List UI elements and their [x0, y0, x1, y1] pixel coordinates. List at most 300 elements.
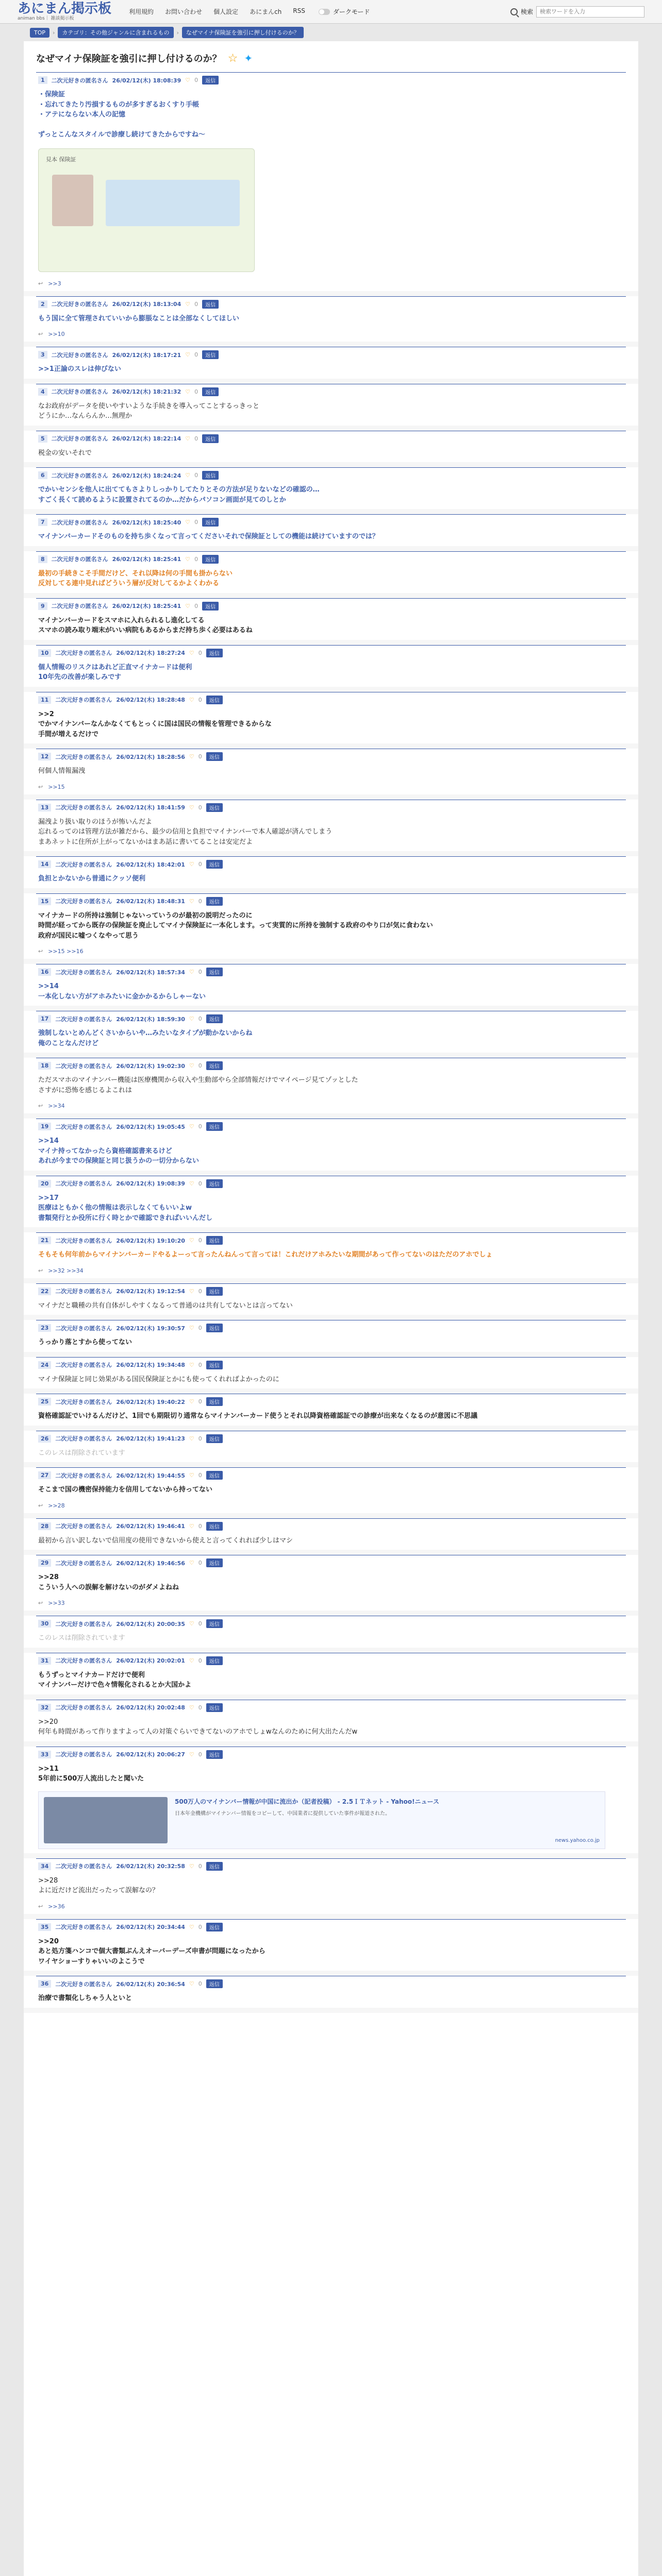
- heart-icon[interactable]: ♡: [185, 435, 191, 442]
- reply-button[interactable]: 返信: [206, 1862, 223, 1871]
- post-separator: [24, 546, 638, 551]
- search-input[interactable]: [536, 6, 644, 18]
- post-time: 26/02/12(木) 18:21:32: [112, 388, 181, 395]
- post-separator: [24, 1550, 638, 1555]
- post-time: 26/02/12(木) 20:06:27: [116, 1751, 185, 1758]
- post-number[interactable]: 19: [38, 1123, 51, 1130]
- poster-name: 二次元好きの匿名さん: [51, 388, 108, 395]
- post-separator: [24, 851, 638, 856]
- post-number[interactable]: 11: [38, 696, 51, 704]
- post-body: そもそも何年前からマイナンバーカードやるよーって言ったんねんって言っては！これだけアホみたいな期間があって作ってないのはただのアホでしょ: [38, 1251, 493, 1259]
- post-number[interactable]: 27: [38, 1471, 51, 1479]
- reply-button[interactable]: 返信: [206, 1324, 223, 1332]
- like-count: 0: [198, 1704, 202, 1711]
- reply-button[interactable]: 返信: [206, 897, 223, 906]
- chevron-right-icon: ›: [53, 29, 55, 36]
- heart-icon[interactable]: ♡: [189, 1123, 194, 1130]
- post-number[interactable]: 4: [38, 388, 47, 396]
- post-number[interactable]: 18: [38, 1062, 51, 1070]
- poster-name: 二次元好きの匿名さん: [55, 1657, 112, 1664]
- post-meta: [38, 1434, 624, 1443]
- reply-button[interactable]: 返信: [206, 649, 223, 657]
- post-meta: [38, 518, 624, 527]
- poster-name: 二次元好きの匿名さん: [55, 804, 112, 811]
- heart-icon[interactable]: ♡: [189, 804, 194, 811]
- star-icon[interactable]: ☆: [227, 52, 238, 65]
- post-footer: [38, 1502, 624, 1509]
- nav-settings[interactable]: 個人設定: [213, 8, 239, 15]
- post-meta: [38, 1179, 624, 1188]
- link-title[interactable]: 500万人のマイナンバー情報が中国に流出か（記者投稿） - 2.5ＩＴネット - Yahoo!ニュース: [175, 1798, 439, 1805]
- reply-button[interactable]: 返信: [206, 1434, 223, 1443]
- reply-button[interactable]: 返信: [202, 434, 219, 443]
- reply-arrow-icon: ↩: [38, 948, 43, 955]
- like-count: 0: [198, 1620, 202, 1627]
- post-number[interactable]: 22: [38, 1287, 51, 1295]
- reply-button[interactable]: 返信: [206, 1397, 223, 1406]
- post-number[interactable]: 9: [38, 602, 47, 610]
- reply-links[interactable]: >>32 >>34: [48, 1267, 84, 1274]
- heart-icon[interactable]: ♡: [189, 753, 194, 760]
- post-body: 治療で書類化しちゃう人といと: [38, 1994, 133, 2002]
- heart-icon[interactable]: ♡: [189, 969, 194, 975]
- post-number[interactable]: 8: [38, 555, 47, 563]
- reply-arrow-icon: ↩: [38, 280, 43, 287]
- heart-icon[interactable]: ♡: [189, 1657, 194, 1664]
- breadcrumb: [0, 24, 662, 41]
- post-time: 26/02/12(木) 18:08:39: [112, 77, 181, 84]
- post-number[interactable]: 20: [38, 1180, 51, 1188]
- heart-icon[interactable]: ♡: [185, 351, 191, 358]
- post-number[interactable]: 15: [38, 897, 51, 905]
- heart-icon[interactable]: ♡: [189, 897, 194, 905]
- like-count: 0: [198, 897, 202, 905]
- post-body: 資格確認証でいけるんだけど、1回でも期限切り通常ならマイナンバーカード使うとそれ以降資格確認証での診療が出来なくなるのが意図に不思議: [38, 1412, 477, 1420]
- poster-name: 二次元好きの匿名さん: [55, 697, 112, 703]
- heart-icon[interactable]: ♡: [189, 1361, 194, 1368]
- poster-name: 二次元好きの匿名さん: [51, 603, 108, 609]
- post-time: 26/02/12(木) 19:34:48: [116, 1362, 185, 1368]
- heart-icon[interactable]: ♡: [189, 1237, 194, 1244]
- post-time: 26/02/12(木) 19:44:55: [116, 1472, 185, 1479]
- post-meta: [38, 1923, 624, 1931]
- post-footer: [38, 1267, 624, 1274]
- reply-button[interactable]: 返信: [206, 1979, 223, 1988]
- post-meta: [38, 1061, 624, 1070]
- reply-button[interactable]: 返信: [206, 1923, 223, 1931]
- breadcrumb-category[interactable]: カテゴリ：その他ジャンルに含まれるもの: [58, 27, 173, 38]
- post-separator: [24, 342, 638, 347]
- post-body: >>28 よに近だけど流出だったって誤解なの？: [38, 1876, 159, 1894]
- toggle-switch[interactable]: [319, 9, 330, 15]
- reply-links[interactable]: >>10: [48, 331, 65, 337]
- like-count: 0: [198, 1361, 202, 1368]
- post-time: 26/02/12(木) 19:08:39: [116, 1180, 185, 1187]
- post: [36, 1357, 626, 1389]
- reply-button[interactable]: 返信: [206, 696, 223, 704]
- reply-button[interactable]: 返信: [206, 803, 223, 812]
- link-preview[interactable]: [38, 1791, 605, 1849]
- dark-mode-toggle[interactable]: [319, 7, 370, 16]
- post-meta: [38, 1558, 624, 1567]
- chevron-right-icon: ›: [176, 29, 179, 36]
- post-body: >>14 マイナ持ってなかったら資格確認書来るけど あれが今までの保険証と同じ扱うかの一切分からない: [38, 1137, 200, 1165]
- heart-icon[interactable]: ♡: [189, 1862, 194, 1870]
- reply-button[interactable]: 返信: [202, 387, 219, 396]
- post-number[interactable]: 21: [38, 1236, 51, 1244]
- post-number[interactable]: 30: [38, 1620, 51, 1628]
- heart-icon[interactable]: ♡: [189, 1287, 194, 1295]
- heart-icon[interactable]: ♡: [185, 77, 191, 83]
- post-meta: [38, 752, 624, 761]
- post-body: >>20 あと処方箋ハンコで個大書類ぶんえオーバーデーズ申書が問題になったから ワイヤショーすりゃいいのよこうで: [38, 1937, 266, 1965]
- logo-subtitle: animan bbs｜ 雑談掲示板: [18, 16, 74, 21]
- like-count: 0: [194, 555, 198, 563]
- post-number[interactable]: 5: [38, 435, 47, 443]
- post-time: 26/02/12(木) 18:28:56: [116, 753, 185, 760]
- post-separator: [24, 1053, 638, 1058]
- heart-icon[interactable]: ♡: [189, 1015, 194, 1022]
- post: [36, 347, 626, 379]
- site-logo[interactable]: [18, 2, 111, 21]
- post-time: 26/02/12(木) 18:17:21: [112, 351, 181, 359]
- poster-name: 二次元好きの匿名さん: [55, 1560, 112, 1567]
- like-count: 0: [198, 1062, 202, 1069]
- poster-name: 二次元好きの匿名さん: [55, 1435, 112, 1442]
- nav-contact[interactable]: お問い合わせ: [165, 8, 203, 15]
- post-time: 26/02/12(木) 18:57:34: [116, 969, 185, 976]
- nav-animan-ch[interactable]: あにまんch: [250, 8, 282, 15]
- post: [36, 856, 626, 888]
- post-separator: [24, 794, 638, 800]
- post-separator: [24, 1694, 638, 1700]
- post-meta: [38, 860, 624, 869]
- like-count: 0: [194, 472, 198, 479]
- heart-icon[interactable]: ♡: [189, 1472, 194, 1479]
- post-list: [36, 72, 626, 2013]
- poster-name: 二次元好きの匿名さん: [55, 1288, 112, 1295]
- heart-icon[interactable]: ♡: [189, 1325, 194, 1331]
- reply-button[interactable]: 返信: [202, 602, 219, 611]
- reply-links[interactable]: >>33: [48, 1600, 65, 1606]
- heart-icon[interactable]: ♡: [185, 519, 191, 526]
- reply-button[interactable]: 返信: [206, 1122, 223, 1131]
- poster-name: 二次元好きの匿名さん: [55, 1325, 112, 1332]
- post-number[interactable]: 10: [38, 649, 51, 657]
- post-time: 26/02/12(木) 20:02:01: [116, 1657, 185, 1664]
- post-body: マイナンバーカードをスマホに入れられるし進化してる スマホの読み取り端末がいい病院もあるからまだ持ち歩く必要はあるね: [38, 616, 253, 634]
- post-number[interactable]: 2: [38, 300, 47, 308]
- post-separator: [24, 687, 638, 692]
- post: [36, 645, 626, 687]
- post-number[interactable]: 16: [38, 968, 51, 976]
- post-separator: [24, 888, 638, 893]
- post: [36, 467, 626, 509]
- post: [36, 1320, 626, 1352]
- heart-icon[interactable]: ♡: [185, 388, 191, 395]
- heart-icon[interactable]: ♡: [189, 1923, 194, 1930]
- post-time: 26/02/12(木) 18:59:30: [116, 1015, 185, 1023]
- post-body: ・保険証 ・忘れてきたり汚損するものが多すぎるおくすり手帳 ・アテにならない本人の記憶 ずっとこんなスタイルで診療し続けてきたからですね〜: [38, 91, 205, 139]
- post-number[interactable]: 7: [38, 518, 47, 526]
- post-time: 26/02/12(木) 18:25:40: [112, 519, 181, 526]
- post: [36, 1700, 626, 1741]
- post-body: マイナンバーカードそのものを持ち歩くなって言ってくださいそれで保険証としての機能は続けていますのでは？: [38, 533, 379, 540]
- logo-text: あにまん掲示板: [18, 1, 112, 16]
- post: [36, 1616, 626, 1648]
- reply-button[interactable]: 返信: [202, 555, 219, 564]
- post: [36, 551, 626, 593]
- post-time: 26/02/12(木) 18:25:41: [112, 556, 181, 563]
- post-meta: [38, 1014, 624, 1023]
- post-footer: [38, 1903, 624, 1910]
- like-count: 0: [198, 804, 202, 811]
- post-time: 26/02/12(木) 19:40:22: [116, 1398, 185, 1405]
- thread-panel: [24, 41, 638, 2576]
- post-meta: [38, 387, 624, 396]
- heart-icon[interactable]: ♡: [189, 1180, 194, 1187]
- post-body: うっかり落とすから使ってない: [38, 1338, 133, 1346]
- post-body: ただスマホのマイナンバー機能は医療機関から収入や生動部やら全部情報だけでマイページ見てゾッとした さすがに恐怖を感じるよこれは: [38, 1076, 358, 1094]
- reply-button[interactable]: 返信: [206, 1361, 223, 1369]
- post-number[interactable]: 3: [38, 351, 47, 359]
- thread-title-row: [36, 52, 626, 65]
- post: [36, 749, 626, 794]
- post: [36, 1394, 626, 1426]
- poster-name: 二次元好きの匿名さん: [55, 1015, 112, 1023]
- post-meta: [38, 1862, 624, 1871]
- post-number[interactable]: 1: [38, 76, 47, 84]
- like-count: 0: [198, 1751, 202, 1758]
- post-body: 何個人情報漏洩: [38, 767, 86, 775]
- post-number[interactable]: 14: [38, 860, 51, 868]
- poster-name: 二次元好きの匿名さん: [51, 472, 108, 479]
- link-description: 日本年金機構がマイナンバー情報をコピーして、中国業者に提供していた事件が報道された。: [175, 1810, 390, 1817]
- like-count: 0: [198, 696, 202, 703]
- post: [36, 1431, 626, 1463]
- reply-button[interactable]: 返信: [206, 1522, 223, 1531]
- post-meta: [38, 1287, 624, 1296]
- reply-links[interactable]: >>15: [48, 783, 65, 790]
- post-meta: [38, 696, 624, 704]
- post-separator: [24, 1462, 638, 1467]
- post-number[interactable]: 31: [38, 1657, 51, 1665]
- post-body: でかいセンシを他人に出ててもさよりしっかりしてたりとその方法が足りないなどの確認の… すごく長くて読めるように設置されてるのか…だからパソコン画面が見てのしとか: [38, 486, 320, 504]
- like-count: 0: [198, 753, 202, 760]
- post: [36, 1747, 626, 1853]
- post-number[interactable]: 28: [38, 1522, 51, 1530]
- post-number[interactable]: 6: [38, 471, 47, 479]
- poster-name: 二次元好きの匿名さん: [55, 1980, 112, 1988]
- post-footer: [38, 331, 624, 337]
- post-separator: [24, 1853, 638, 1858]
- post-number[interactable]: 24: [38, 1361, 51, 1369]
- post-separator: [24, 593, 638, 598]
- heart-icon[interactable]: ♡: [189, 1062, 194, 1069]
- reply-button[interactable]: 返信: [202, 76, 219, 84]
- post-separator: [24, 1611, 638, 1616]
- post-meta: [38, 76, 624, 84]
- heart-icon[interactable]: ♡: [189, 649, 194, 656]
- post-body: 強制しないとめんどくさいからいや…みたいなタイプが動かないからね 俺のことなんだけど: [38, 1029, 253, 1047]
- post-separator: [24, 743, 638, 749]
- post-number[interactable]: 35: [38, 1923, 51, 1931]
- post-number[interactable]: 13: [38, 804, 51, 811]
- poster-name: 二次元好きの匿名さん: [55, 1362, 112, 1368]
- reply-button[interactable]: 返信: [206, 1014, 223, 1023]
- post-time: 26/02/12(木) 18:22:14: [112, 435, 181, 442]
- reply-button[interactable]: 返信: [206, 968, 223, 976]
- post-meta: [38, 649, 624, 657]
- like-count: 0: [198, 1657, 202, 1664]
- post-number[interactable]: 12: [38, 753, 51, 760]
- post-number[interactable]: 17: [38, 1015, 51, 1023]
- reply-button[interactable]: 返信: [206, 1236, 223, 1245]
- post-number[interactable]: 23: [38, 1324, 51, 1332]
- post: [36, 1467, 626, 1513]
- reply-button[interactable]: 返信: [206, 1471, 223, 1480]
- heart-icon[interactable]: ♡: [185, 602, 191, 609]
- post-meta: [38, 1361, 624, 1369]
- post-number[interactable]: 26: [38, 1435, 51, 1443]
- reply-links[interactable]: >>34: [48, 1103, 65, 1109]
- heart-icon[interactable]: ♡: [189, 1751, 194, 1758]
- heart-icon[interactable]: ♡: [189, 861, 194, 868]
- reply-links[interactable]: >>3: [48, 280, 61, 287]
- post-separator: [24, 1006, 638, 1011]
- like-count: 0: [198, 649, 202, 656]
- post-separator: [24, 1113, 638, 1118]
- post: [36, 1976, 626, 2008]
- reply-button[interactable]: 返信: [206, 752, 223, 761]
- post-body: 最初の手続きこそ手間だけど、それ以降は何の手間も掛からない 反対してる連中見ればどういう層が反対してるかよくわかる: [38, 569, 233, 587]
- reply-button[interactable]: 返信: [206, 1750, 223, 1759]
- post-time: 26/02/12(木) 20:36:54: [116, 1980, 185, 1988]
- reply-links[interactable]: >>36: [48, 1903, 65, 1910]
- post: [36, 1283, 626, 1315]
- reply-links[interactable]: >>28: [48, 1502, 65, 1509]
- heart-icon[interactable]: ♡: [189, 1980, 194, 1987]
- post-meta: [38, 1979, 624, 1988]
- post-time: 26/02/12(木) 19:12:54: [116, 1288, 185, 1295]
- poster-name: 二次元好きの匿名さん: [51, 435, 108, 442]
- like-count: 0: [198, 969, 202, 975]
- post-number[interactable]: 34: [38, 1862, 51, 1870]
- post-separator: [24, 640, 638, 645]
- post-number[interactable]: 33: [38, 1751, 51, 1758]
- post-number[interactable]: 36: [38, 1980, 51, 1988]
- reply-button[interactable]: 返信: [202, 471, 219, 480]
- post: [36, 1919, 626, 1971]
- heart-icon[interactable]: ♡: [189, 1398, 194, 1405]
- reply-button[interactable]: 返信: [202, 518, 219, 527]
- heart-icon[interactable]: ♡: [185, 472, 191, 479]
- post: [36, 598, 626, 640]
- heart-icon[interactable]: ♡: [189, 1522, 194, 1530]
- post-footer: [38, 280, 624, 287]
- poster-name: 二次元好きの匿名さん: [55, 1237, 112, 1244]
- reply-links[interactable]: >>15 >>16: [48, 948, 84, 955]
- post-time: 26/02/12(木) 18:42:01: [116, 861, 185, 868]
- breadcrumb-top[interactable]: TOP: [30, 28, 49, 38]
- post-separator: [24, 2008, 638, 2013]
- post: [36, 800, 626, 852]
- post-body: 負担とかないから普通にクッソ便利: [38, 875, 146, 883]
- post-body: 最初から言い訳しないで信用度の使用できないから使えと言ってくれれば少しはマシ: [38, 1536, 293, 1545]
- post-time: 26/02/12(木) 19:10:20: [116, 1237, 185, 1244]
- post-meta: [38, 471, 624, 480]
- like-count: 0: [194, 435, 198, 442]
- post-meta: [38, 897, 624, 906]
- post: [36, 1858, 626, 1914]
- post-meta: [38, 1471, 624, 1480]
- reply-button[interactable]: 返信: [206, 1558, 223, 1567]
- heart-icon[interactable]: ♡: [189, 696, 194, 703]
- post-meta: [38, 1122, 624, 1131]
- post-body: マイナだと職種の共有自体がしやすくなるって普通のは共有してないとは言ってない: [38, 1301, 293, 1310]
- post-separator: [24, 1227, 638, 1232]
- like-count: 0: [194, 300, 198, 308]
- card-photo: [52, 175, 93, 226]
- heart-icon[interactable]: ♡: [189, 1435, 194, 1442]
- reply-button[interactable]: 返信: [206, 1656, 223, 1665]
- nav-rss[interactable]: RSS: [293, 7, 305, 14]
- heart-icon[interactable]: ♡: [185, 300, 191, 308]
- link-thumbnail: [44, 1797, 168, 1843]
- heart-icon[interactable]: ♡: [189, 1704, 194, 1711]
- reply-button[interactable]: 返信: [202, 300, 219, 309]
- reply-button[interactable]: 返信: [206, 1179, 223, 1188]
- twitter-icon[interactable]: ✦: [244, 52, 253, 64]
- card-header: 見本 保険証: [46, 156, 76, 163]
- top-nav: [129, 7, 305, 16]
- reply-button[interactable]: 返信: [206, 860, 223, 869]
- post: [36, 692, 626, 744]
- heart-icon[interactable]: ♡: [189, 1620, 194, 1627]
- heart-icon[interactable]: ♡: [185, 555, 191, 563]
- reply-button[interactable]: 返信: [202, 350, 219, 359]
- reply-arrow-icon: ↩: [38, 1103, 43, 1109]
- post-time: 26/02/12(木) 19:30:57: [116, 1325, 185, 1332]
- post-number[interactable]: 29: [38, 1559, 51, 1567]
- link-text: [175, 1797, 600, 1843]
- post-time: 26/02/12(木) 19:46:56: [116, 1560, 185, 1567]
- post-separator: [24, 1971, 638, 1976]
- post-separator: [24, 1426, 638, 1431]
- post-time: 26/02/12(木) 18:13:04: [112, 301, 181, 308]
- post-number[interactable]: 32: [38, 1704, 51, 1711]
- like-count: 0: [194, 519, 198, 526]
- post-time: 26/02/12(木) 20:02:48: [116, 1704, 185, 1711]
- post-body: >>2 でかマイナンバーなんかなくてもとっくに国は国民の情報を管理できるからな 手間が増えるだけで: [38, 710, 272, 738]
- post: [36, 1232, 626, 1278]
- reply-button[interactable]: 返信: [206, 1061, 223, 1070]
- post-separator: [24, 1278, 638, 1283]
- search-icon[interactable]: [510, 8, 518, 15]
- search-bar: [510, 6, 644, 18]
- post-number[interactable]: 25: [38, 1398, 51, 1405]
- breadcrumb-thread[interactable]: なぜマイナ保険証を強引に押し付けるのか？: [182, 27, 304, 38]
- post: [36, 893, 626, 959]
- reply-button[interactable]: 返信: [206, 1287, 223, 1296]
- reply-button[interactable]: 返信: [206, 1619, 223, 1628]
- nav-terms[interactable]: 利用規約: [129, 8, 154, 15]
- heart-icon[interactable]: ♡: [189, 1560, 194, 1566]
- poster-name: 二次元好きの匿名さん: [51, 351, 108, 359]
- reply-button[interactable]: 返信: [206, 1703, 223, 1712]
- post-body: >>14 一本化しない方がアホみたいに金かかるからしゃーない: [38, 982, 206, 1001]
- poster-name: 二次元好きの匿名さん: [55, 1523, 112, 1530]
